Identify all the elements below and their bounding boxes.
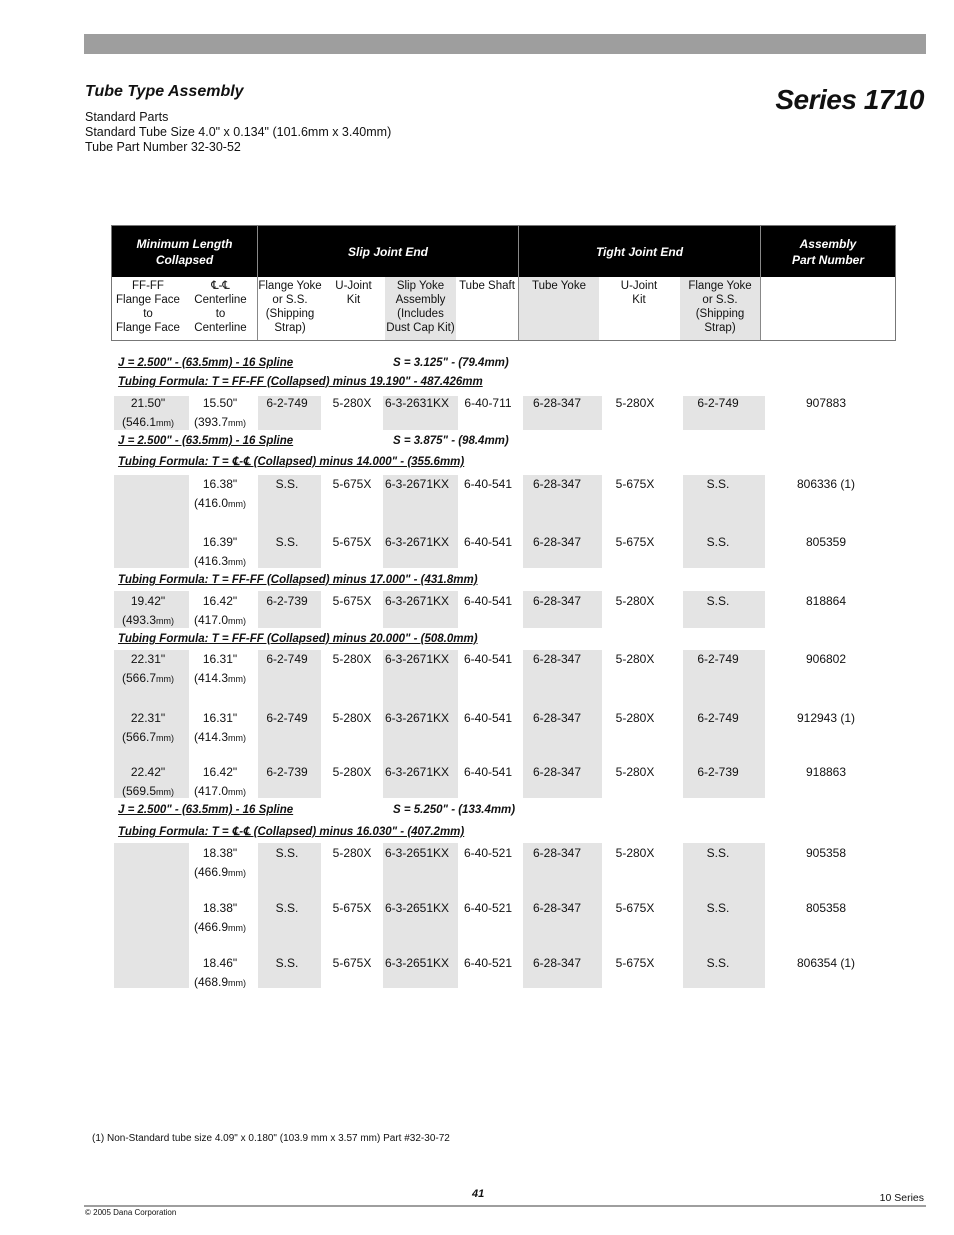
cell-tube-shaft: 6-40-541 — [463, 535, 513, 549]
col-part-number — [761, 277, 895, 340]
cell-flange-yoke: S.S. — [275, 477, 299, 491]
tubing-formula: Tubing Formula: T = FF-FF (Collapsed) minus 17.000" - (431.8mm) — [118, 574, 478, 586]
cell-tube-yoke: 6-28-347 — [532, 711, 582, 725]
cl-length: 16.38" — [202, 477, 238, 491]
copyright: © 2005 Dana Corporation — [85, 1208, 177, 1217]
series-title: Series 1710 — [775, 84, 924, 115]
cl-length: 16.31" — [202, 652, 238, 666]
cell-ujoint-slip: 5-675X — [332, 956, 372, 970]
divider — [518, 226, 519, 340]
tubing-formula: Tubing Formula: T = ℄-℄ (Collapsed) minus 14.000" - (355.6mm) — [118, 456, 465, 468]
cl-length-mm: (466.9mm) — [193, 920, 247, 934]
col-tube-yoke: Tube Yoke — [519, 277, 599, 340]
cell-flange-tight: 6-2-739 — [697, 765, 739, 779]
cell-tube-shaft: 6-40-541 — [463, 477, 513, 491]
ff-length-mm: (566.7mm) — [121, 730, 175, 744]
col-slip-yoke: Slip Yoke Assembly (Includes Dust Cap Kit) — [385, 277, 456, 340]
page-number: 41 — [472, 1188, 485, 1200]
cell-tube-yoke: 6-28-347 — [532, 765, 582, 779]
intro-line: Standard Parts — [85, 110, 169, 124]
cell-flange-yoke: S.S. — [275, 901, 299, 915]
cell-tube-yoke: 6-28-347 — [532, 594, 582, 608]
cell-slip-yoke: 6-3-2671KX — [384, 652, 450, 666]
col-flange-yoke-tight: Flange Yoke or S.S. (Shipping Strap) — [680, 277, 760, 340]
cell-flange-yoke: S.S. — [275, 535, 299, 549]
cell-slip-yoke: 6-3-2671KX — [384, 594, 450, 608]
table-header — [111, 225, 896, 341]
ff-length: 22.31" — [130, 652, 166, 666]
cell-flange-yoke: 6-2-749 — [266, 396, 308, 410]
spec-j: J = 2.500" - (63.5mm) - 16 Spline — [118, 435, 294, 447]
cell-tube-shaft: 6-40-711 — [464, 396, 512, 410]
footnote: (1) Non-Standard tube size 4.09" x 0.180" (103.9 mm x 3.57 mm) Part #32-30-72 — [92, 1133, 450, 1144]
document-title: Tube Type Assembly — [85, 83, 244, 100]
cell-ujoint-slip: 5-280X — [332, 765, 372, 779]
cell-flange-yoke: S.S. — [275, 846, 299, 860]
tubing-formula: Tubing Formula: T = FF-FF (Collapsed) minus 20.000" - (508.0mm) — [118, 633, 478, 645]
cell-ujoint-tight: 5-280X — [615, 846, 655, 860]
cell-part: 906802 — [805, 652, 847, 666]
cell-part: 912943 (1) — [796, 711, 856, 725]
cell-slip-yoke: 6-3-2671KX — [384, 711, 450, 725]
cell-flange-tight: S.S. — [706, 901, 730, 915]
tubing-formula: Tubing Formula: T = ℄-℄ (Collapsed) minus 16.030" - (407.2mm) — [118, 826, 465, 838]
cell-flange-tight: S.S. — [706, 535, 730, 549]
cell-part: 818864 — [805, 594, 847, 608]
cell-tube-yoke: 6-28-347 — [532, 652, 582, 666]
ff-length-mm: (569.5mm) — [121, 784, 175, 798]
cell-flange-yoke: 6-2-739 — [266, 765, 308, 779]
ff-length-mm: (546.1mm) — [121, 415, 175, 429]
cell-ujoint-slip: 5-675X — [332, 477, 372, 491]
cell-tube-shaft: 6-40-541 — [463, 711, 513, 725]
group-tight-joint: Tight Joint End — [519, 226, 760, 277]
cell-flange-yoke: 6-2-739 — [266, 594, 308, 608]
cell-part: 907883 — [805, 396, 847, 410]
spec-s: S = 3.875" - (98.4mm) — [393, 435, 509, 447]
cl-length-mm: (414.3mm) — [193, 730, 247, 744]
cell-tube-shaft: 6-40-521 — [463, 846, 513, 860]
cell-tube-shaft: 6-40-541 — [463, 765, 513, 779]
cell-slip-yoke: 6-3-2671KX — [384, 477, 450, 491]
col-tube-shaft: Tube Shaft — [459, 280, 515, 292]
cell-slip-yoke: 6-3-2671KX — [384, 765, 450, 779]
spec-j: J = 2.500" - (63.5mm) - 16 Spline — [118, 804, 294, 816]
cell-tube-shaft: 6-40-541 — [463, 594, 513, 608]
col-ujoint-slip: U-Joint Kit — [335, 280, 372, 306]
divider — [760, 226, 761, 340]
cell-shading — [114, 475, 189, 568]
spec-line — [118, 435, 509, 447]
header-bar — [84, 34, 926, 54]
intro-line: Tube Part Number 32-30-52 — [85, 140, 241, 154]
cell-flange-yoke: 6-2-749 — [266, 711, 308, 725]
cell-ujoint-tight: 5-675X — [615, 901, 655, 915]
intro-line: Standard Tube Size 4.0" x 0.134" (101.6mm x 3.40mm) — [85, 125, 392, 139]
cell-shading — [114, 843, 189, 988]
cell-tube-yoke: 6-28-347 — [532, 956, 582, 970]
cell-tube-shaft: 6-40-541 — [463, 652, 513, 666]
col-centerline: ℄-℄ Centerline to Centerline — [194, 280, 247, 334]
cell-tube-shaft: 6-40-521 — [463, 901, 513, 915]
cell-tube-yoke: 6-28-347 — [532, 846, 582, 860]
cl-length-mm: (414.3mm) — [193, 671, 247, 685]
cl-length-mm: (417.0mm) — [193, 784, 247, 798]
col-ff-ff: FF-FF Flange Face to Flange Face — [116, 280, 180, 334]
spec-j: J = 2.500" - (63.5mm) - 16 Spline — [118, 357, 294, 369]
cl-length: 18.46" — [202, 956, 238, 970]
col-ujoint-tight: U-Joint Kit — [620, 280, 658, 306]
cl-length: 18.38" — [202, 901, 238, 915]
tubing-formula: Tubing Formula: T = FF-FF (Collapsed) minus 19.190" - 487.426mm — [118, 376, 483, 388]
cell-ujoint-tight: 5-675X — [615, 535, 655, 549]
cell-ujoint-slip: 5-280X — [332, 396, 372, 410]
cell-ujoint-tight: 5-280X — [615, 594, 655, 608]
ff-length: 22.31" — [130, 711, 166, 725]
cell-tube-yoke: 6-28-347 — [532, 901, 582, 915]
spec-line — [118, 804, 516, 816]
cell-slip-yoke: 6-3-2631KX — [384, 396, 450, 410]
cell-ujoint-slip: 5-675X — [332, 535, 372, 549]
cell-tube-shaft: 6-40-521 — [463, 956, 513, 970]
cell-part: 805359 — [805, 535, 847, 549]
cell-ujoint-slip: 5-675X — [332, 901, 372, 915]
ff-length: 22.42" — [130, 765, 166, 779]
cell-ujoint-tight: 5-675X — [615, 956, 655, 970]
cell-tube-yoke: 6-28-347 — [532, 535, 582, 549]
intro-block — [85, 110, 391, 155]
cl-length: 15.50" — [202, 396, 238, 410]
cell-flange-yoke: 6-2-749 — [266, 652, 308, 666]
footer-bar — [84, 1205, 926, 1207]
spec-s: S = 5.250" - (133.4mm) — [393, 804, 516, 816]
cl-length: 16.31" — [202, 711, 238, 725]
cl-length-mm: (468.9mm) — [193, 975, 247, 989]
group-slip-joint: Slip Joint End — [258, 226, 518, 277]
spec-s: S = 3.125" - (79.4mm) — [393, 357, 509, 369]
cell-part: 806336 (1) — [796, 477, 856, 491]
divider — [257, 226, 258, 340]
cl-length: 16.42" — [202, 594, 238, 608]
cl-length-mm: (417.0mm) — [193, 613, 247, 627]
cell-slip-yoke: 6-3-2671KX — [384, 535, 450, 549]
cell-flange-tight: S.S. — [706, 594, 730, 608]
cell-ujoint-tight: 5-280X — [615, 765, 655, 779]
cell-slip-yoke: 6-3-2651KX — [384, 901, 450, 915]
cell-tube-yoke: 6-28-347 — [532, 396, 582, 410]
cell-flange-tight: S.S. — [706, 477, 730, 491]
ff-length: 19.42" — [130, 594, 166, 608]
cell-part: 905358 — [805, 846, 847, 860]
cell-flange-tight: 6-2-749 — [697, 711, 739, 725]
cell-tube-yoke: 6-28-347 — [532, 477, 582, 491]
cell-ujoint-slip: 5-280X — [332, 711, 372, 725]
series-footer: 10 Series — [879, 1192, 924, 1204]
ff-length-mm: (566.7mm) — [121, 671, 175, 685]
cell-part: 806354 (1) — [796, 956, 856, 970]
cell-ujoint-tight: 5-675X — [615, 477, 655, 491]
cell-flange-tight: 6-2-749 — [697, 396, 739, 410]
cl-length-mm: (393.7mm) — [193, 415, 247, 429]
cl-length-mm: (416.0mm) — [193, 496, 247, 510]
ff-length: 21.50" — [130, 396, 166, 410]
cell-part: 918863 — [805, 765, 847, 779]
cell-ujoint-tight: 5-280X — [615, 652, 655, 666]
cl-length: 16.42" — [202, 765, 238, 779]
cell-ujoint-slip: 5-675X — [332, 594, 372, 608]
group-min-length: Minimum Length Collapsed — [112, 226, 257, 277]
spec-line — [118, 357, 509, 369]
cell-ujoint-tight: 5-280X — [615, 711, 655, 725]
cell-flange-tight: 6-2-749 — [697, 652, 739, 666]
cell-slip-yoke: 6-3-2651KX — [384, 846, 450, 860]
cell-flange-yoke: S.S. — [275, 956, 299, 970]
col-flange-yoke-slip: Flange Yoke or S.S. (Shipping Strap) — [258, 280, 322, 334]
cell-flange-tight: S.S. — [706, 956, 730, 970]
cl-length-mm: (416.3mm) — [193, 554, 247, 568]
cell-ujoint-slip: 5-280X — [332, 652, 372, 666]
cl-length-mm: (466.9mm) — [193, 865, 247, 879]
cl-length: 16.39" — [202, 535, 238, 549]
group-assembly-part: Assembly Part Number — [761, 226, 895, 277]
cell-slip-yoke: 6-3-2651KX — [384, 956, 450, 970]
cell-part: 805358 — [805, 901, 847, 915]
cell-flange-tight: S.S. — [706, 846, 730, 860]
cell-ujoint-slip: 5-280X — [332, 846, 372, 860]
ff-length-mm: (493.3mm) — [121, 613, 175, 627]
cl-length: 18.38" — [202, 846, 238, 860]
cell-ujoint-tight: 5-280X — [615, 396, 655, 410]
